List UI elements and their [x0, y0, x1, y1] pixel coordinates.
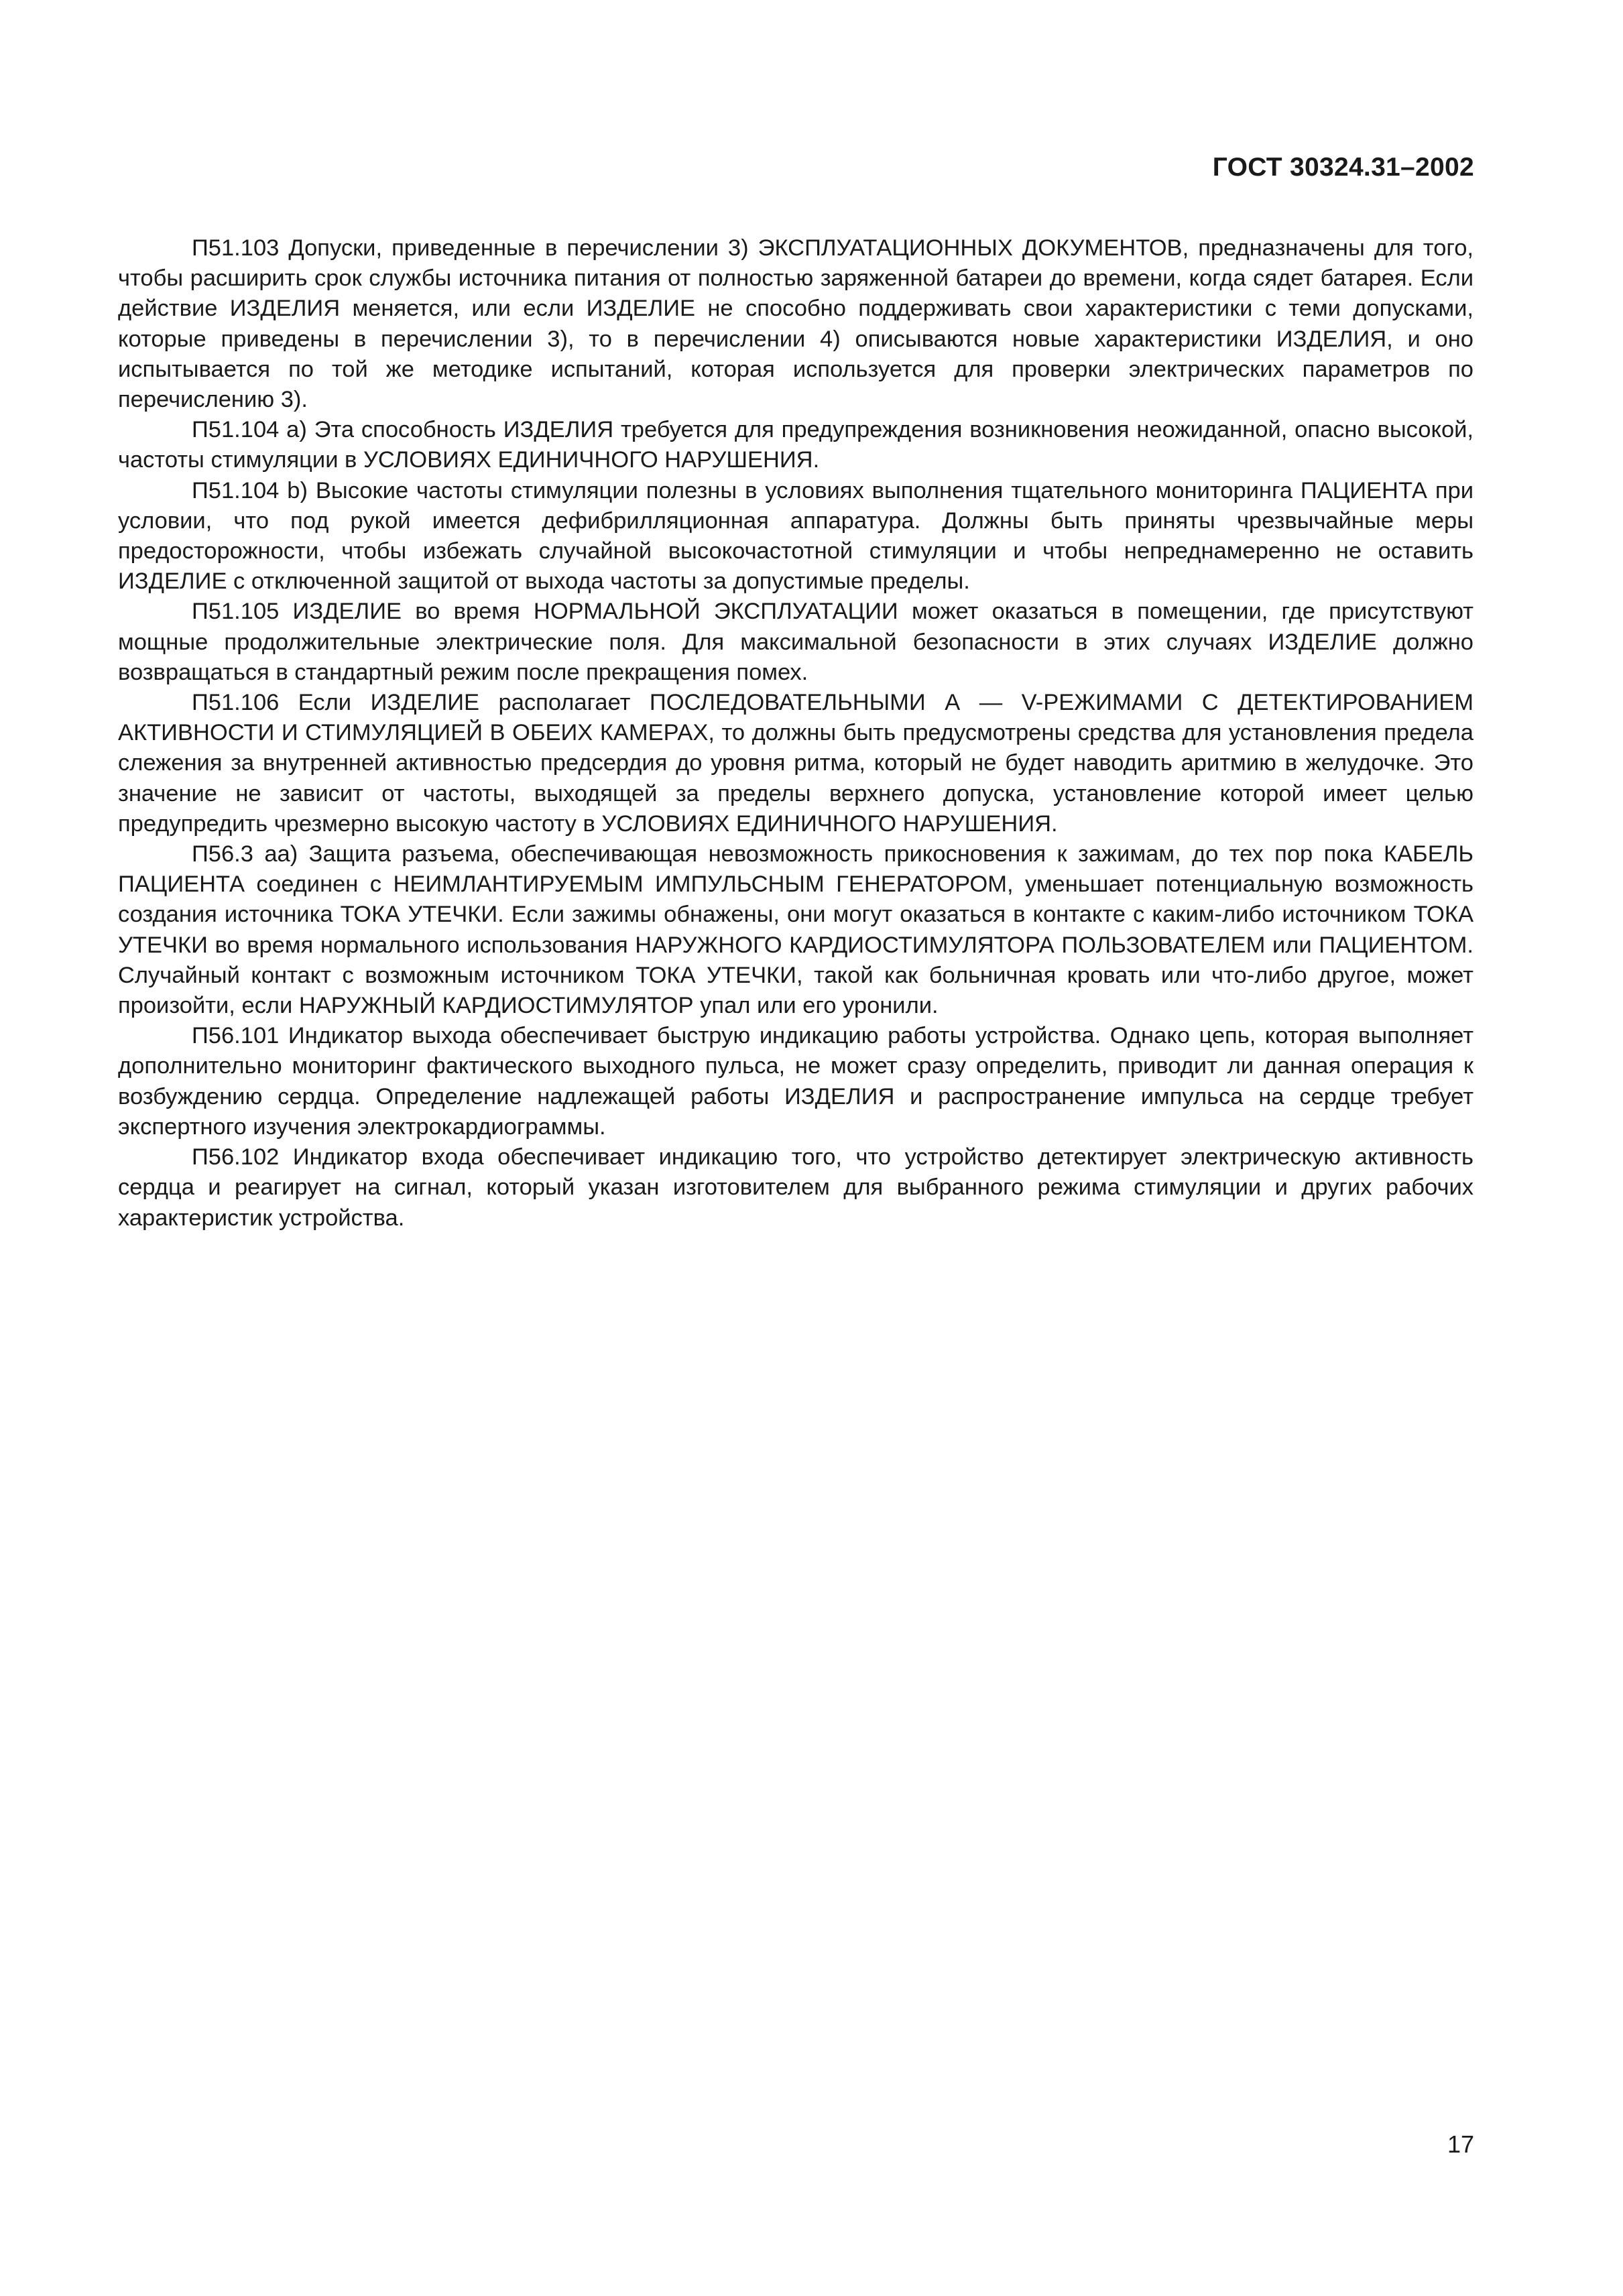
paragraph-p56-3aa: П56.3 аа) Защита разъема, обеспечивающая невозможность прикосновения к зажимам, до тех пор пока КАБЕЛЬ ПАЦИЕНТА соединен с НЕИМЛАНТИРУЕМЫМ ИМПУЛЬСНЫМ ГЕНЕРАТОРОМ, уменьшает потенциальную возможность создания источника ТОКА УТЕЧКИ. Если зажимы обнажены, они могут оказаться в контакте с каким-либо источником ТОКА УТЕЧКИ во время нормального использования НАРУЖНОГО КАРДИОСТИМУЛЯТОРА ПОЛЬЗОВАТЕЛЕМ или ПАЦИЕНТОМ. Случайный контакт с возможным источником ТОКА УТЕЧКИ, такой как больничная кровать или что-либо другое, может произойти, если НАРУЖНЫЙ КАРДИОСТИМУЛЯТОР упал или его уронили.: [118, 841, 1474, 1019]
paragraph-p51-104a: П51.104 а) Эта способность ИЗДЕЛИЯ требуется для предупреждения возникновения неожиданной, опасно высокой, частоты стимуляции в УСЛОВИЯХ ЕДИНИЧНОГО НАРУШЕНИЯ.: [118, 417, 1474, 473]
paragraph-p56-101: П56.101 Индикатор выхода обеспечивает быструю индикацию работы устройства. Однако цепь, которая выполняет дополнительно мониторинг фактического выходного пульса, не может сразу определить, приводит ли данная операция к возбуждению сердца. Определение надлежащей работы ИЗДЕЛИЯ и распространение импульса на сердце требует экспертного изучения электрокардиограммы.: [118, 1023, 1474, 1140]
paragraph-p51-106: П51.106 Если ИЗДЕЛИЕ располагает ПОСЛЕДОВАТЕЛЬНЫМИ А — V-РЕЖИМАМИ С ДЕТЕКТИРОВАНИЕМ АКТИВНОСТИ И СТИМУЛЯЦИЕЙ В ОБЕИХ КАМЕРАХ, то должны быть предусмотрены средства для установления предела слежения за внутренней активностью предсердия до уровня ритма, который не будет наводить аритмию в желудочке. Это значение не зависит от частоты, выходящей за пределы верхнего допуска, установление которой имеет целью предупредить чрезмерно высокую частоту в УСЛОВИЯХ ЕДИНИЧНОГО НАРУШЕНИЯ.: [118, 690, 1474, 837]
paragraph-p51-104b: П51.104 b) Высокие частоты стимуляции полезны в условиях выполнения тщательного мониторинга ПАЦИЕНТА при условии, что под рукой имеется дефибрилляционная аппаратура. Должны быть приняты чрезвычайные меры предосторожности, чтобы избежать случайной высокочастотной стимуляции и чтобы непреднамеренно не оставить ИЗДЕЛИЕ с отключенной защитой от выхода частоты за допустимые пределы.: [118, 477, 1474, 595]
paragraph-p51-103: П51.103 Допуски, приведенные в перечислении 3) ЭКСПЛУАТАЦИОННЫХ ДОКУМЕНТОВ, предназначены для того, чтобы расширить срок службы источника питания от полностью заряженной батареи до времени, когда сядет батарея. Если действие ИЗДЕЛИЯ меняется, или если ИЗДЕЛИЕ не способно поддерживать свои характеристики с теми допусками, которые приведены в перечислении 3), то в перечислении 4) описываются новые характеристики ИЗДЕЛИЯ, и оно испытывается по той же методике испытаний, которая используется для проверки электрических параметров по перечислению 3).: [118, 235, 1474, 413]
paragraph-p56-102: П56.102 Индикатор входа обеспечивает индикацию того, что устройство детектирует электрическую активность сердца и реагирует на сигнал, который указан изготовителем для выбранного режима стимуляции и других рабочих характеристик устройства.: [118, 1144, 1474, 1231]
document-body: [118, 233, 1474, 1233]
paragraph-p51-105: П51.105 ИЗДЕЛИЕ во время НОРМАЛЬНОЙ ЭКСПЛУАТАЦИИ может оказаться в помещении, где присутствуют мощные продолжительные электрические поля. Для максимальной безопасности в этих случаях ИЗДЕЛИЕ должно возвращаться в стандартный режим после прекращения помех.: [118, 599, 1474, 685]
page-number: 17: [1447, 2130, 1474, 2158]
document-code-header: ГОСТ 30324.31–2002: [1212, 153, 1474, 182]
